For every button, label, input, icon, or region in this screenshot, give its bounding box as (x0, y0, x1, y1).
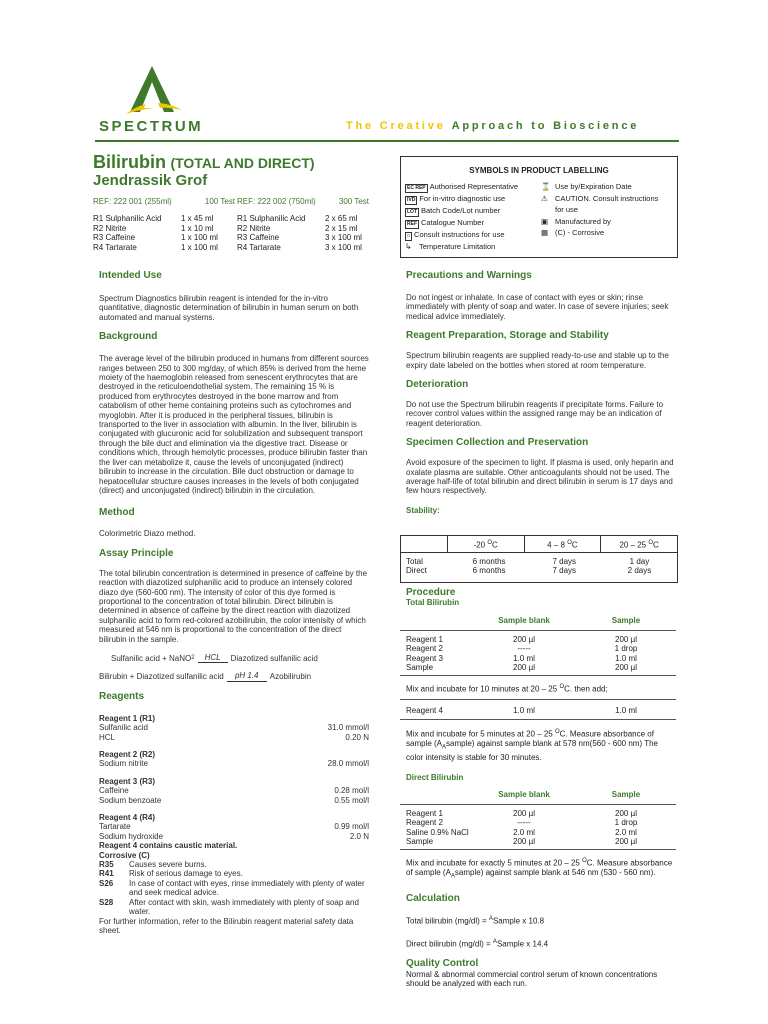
equation-1 (111, 653, 369, 663)
specimen-heading: Specimen Collection and Preservation (406, 437, 589, 449)
reagent-item: Sodium hydroxide (99, 831, 164, 841)
reagent-conc: 2.0 N (349, 831, 369, 841)
stability-col: 20 – 25 $^O$C (619, 539, 659, 550)
col-header: Sample (611, 790, 641, 800)
reagents-heading: Reagents (99, 690, 145, 702)
eq-catalyst: HCL (198, 653, 228, 663)
symbol-label: For in-vitro diagnostic use (419, 194, 506, 203)
method-heading: Method (99, 507, 135, 519)
kit-item: R3 Caffeine (237, 233, 280, 243)
total-bilirubin-heading: Total Bilirubin (406, 598, 460, 607)
symbol-label: for use (555, 205, 578, 214)
stability-cell: 7 days (552, 566, 577, 576)
proc-cell: 1.0 ml (513, 653, 535, 663)
corrosive-label: Corrosive (C) (99, 850, 150, 860)
reagent-note: Reagent 4 contains caustic material. (99, 841, 238, 851)
stability-cell: 7 days (552, 557, 577, 566)
title-main: Bilirubin (93, 152, 166, 172)
kit-ref: REF: 222 002 (750ml) (237, 197, 316, 206)
kit-1 (93, 197, 235, 252)
reagent-heading: Reagent 3 (R3) (99, 776, 156, 786)
proc-row-label: Reagent 3 (406, 653, 443, 663)
kit-item: R2 Nitrite (93, 223, 127, 233)
reagent-item: HCL (99, 732, 116, 742)
brand-name: SPECTRUM (99, 118, 204, 135)
stability-col: -20 $^O$C (448, 535, 525, 554)
kit-qty: 1 x 100 ml (181, 242, 218, 252)
kit-tests: 100 Test (204, 197, 235, 206)
quality-control-heading: Quality Control (406, 958, 479, 970)
stability-cell: 6 months (472, 557, 506, 566)
symbol-label: Catalogue Number (421, 218, 484, 227)
reagent-conc: 28.0 mmol/l (327, 759, 369, 769)
proc-cell: 2.0 ml (513, 827, 535, 837)
kit-2 (237, 197, 369, 252)
factory-icon: ▣ (541, 216, 549, 226)
stability-cell: 2 days (627, 566, 652, 576)
proc-cell: 1 drop (614, 818, 638, 828)
stability-heading: Stability: (406, 505, 440, 515)
proc-row-label: Reagent 4 (406, 705, 443, 715)
col-header: Sample (611, 616, 641, 626)
kit-qty: 1 x 45 ml (181, 214, 214, 224)
reagent-conc: 0.55 mol/l (334, 795, 369, 805)
intended-use-text: Spectrum Diagnostics bilirubin reagent is intended for the in-vitro quantitative, diagnostic determination of bilirubin in human serum on both automated and manual systems. (99, 294, 359, 322)
proc-cell: ----- (517, 818, 531, 828)
assay-text: The total bilirubin concentration is determined in presence of caffeine by the reaction with diazotized sulphanilic acid to produce an intensely colored diazo dye (560-600 nm). The intensity of color of this dye formed is proportional to the concentration of total bilirubin. Direct bilirubin is determined in absence of caffeine by the direct reaction with diazotized sulphanilic acid to form red-colored azobilirubin, the color intenisity of which measured at 546 nm is proportional to the concentration of the direct bilirubin in the sample. (99, 568, 368, 644)
header-rule (95, 140, 679, 142)
symbols-box (400, 156, 678, 258)
further-info: For further information, refer to the Bilirubin reagent material safety data sheet. (99, 916, 354, 935)
mix-instruction-3: Mix and incubate for exactly 5 minutes at 20 – 25 $^O$C. Measure absorbance of sample $(A_Asample)$ against sample blank at 546 nm (530 - 560 nm). (406, 857, 673, 880)
assay-heading: Assay Principle (99, 547, 174, 559)
proc-cell: 200 µl (513, 663, 535, 673)
symbol-label: CAUTION. Consult instructions (555, 193, 659, 203)
direct-bilirubin-heading: Direct Bilirubin (406, 772, 464, 782)
intended-use-heading: Intended Use (99, 270, 162, 281)
risk-code: R41 (99, 869, 114, 879)
lot-icon: LOT (407, 209, 417, 215)
kit-item: R2 Nitrite (237, 223, 271, 233)
eq-right: Diazotized sulfanilic acid (230, 653, 318, 663)
proc-row-label: Reagent 1 (406, 808, 443, 818)
kit-qty: 2 x 65 ml (325, 214, 358, 224)
proc-cell: 200 µl (513, 635, 535, 644)
proc-cell: 1.0 ml (513, 705, 535, 715)
risk-text: In case of contact with eyes, rinse immediately with plenty of water and seek medical advice. (129, 878, 365, 898)
proc-row-label: Reagent 1 (406, 635, 443, 644)
precautions-heading: Precautions and Warnings (406, 270, 532, 281)
mix-instruction-2: Mix and incubate for 5 minutes at 20 – 25 $^O$C. Measure absorbance of sample $(A_Asample)$ against sample blank at 578 nm(560 - 600 nm) The color intensity is stable for 30 minutes. (406, 729, 658, 763)
symbol-label: Use by/Expiration Date (555, 182, 632, 191)
proc-cell: ----- (517, 644, 531, 654)
reagent-item: Sodium nitrite (99, 759, 148, 769)
symbol-label: Manufactured by (555, 216, 611, 226)
risk-text: Risk of serious damage to eyes. (129, 869, 243, 879)
stability-col: 4 – 8 $^O$C (525, 535, 602, 554)
calculation-heading: Calculation (406, 892, 460, 904)
reagent-item: Caffeine (99, 786, 129, 796)
method-text: Colorimetric Diazo method. (99, 529, 196, 539)
kit-qty: 3 x 100 ml (325, 233, 362, 243)
page-title (93, 152, 315, 173)
reagent-item: Sodium benzoate (99, 795, 162, 805)
proc-row-label: Saline 0.9% NaCl (406, 827, 469, 837)
kit-item: R3 Caffeine (93, 233, 136, 243)
ref-icon: REF (407, 221, 417, 227)
kit-qty: 3 x 100 ml (325, 242, 362, 252)
kit-qty: 1 x 10 ml (181, 223, 214, 233)
preparation-text: Spectrum bilirubin reagents are supplied ready-to-use and stable up to the expiry date labeled on the bottles when stored at room temperature. (406, 351, 669, 370)
reagent-list (99, 714, 369, 936)
proc-cell: 200 µl (615, 635, 637, 644)
tagline (346, 120, 639, 132)
deterioration-text: Do not use the Spectrum bilirubin reagents if precipitate forms. Failure to recover control values within the assigned range may be an indication of reagent deterioration. (406, 400, 664, 428)
total-procedure-table (400, 612, 676, 988)
calc-direct: Direct bilirubin (mg/dl) = $^A$Sample x 14.4 (406, 939, 549, 949)
deterioration-heading: Deterioration (406, 379, 469, 391)
reagent-conc: 0.99 mol/l (334, 822, 369, 832)
tagline-pre: The Creative (346, 120, 446, 132)
symbol-label: Consult instructions for use (414, 230, 505, 239)
reagent-heading: Reagent 4 (R4) (99, 813, 156, 823)
tagline-post: Approach to Bioscience (451, 120, 640, 132)
ec-rep-icon: EC REP (407, 185, 426, 191)
symbol-label: Temperature Limitation (419, 242, 496, 251)
stability-cell: 6 months (472, 566, 506, 576)
stability-row-label: Direct (406, 566, 427, 576)
reagent-item: Tartarate (99, 822, 131, 832)
procedure-heading: Procedure (406, 587, 456, 598)
kit-item: R1 Sulphanilic Acid (237, 214, 306, 224)
col-header: Sample blank (498, 790, 550, 800)
reagent-heading: Reagent 2 (R2) (99, 750, 156, 759)
stability-table (400, 535, 678, 583)
stability-row-label: Total (406, 557, 423, 566)
proc-cell: 200 µl (615, 663, 637, 673)
risk-code: R35 (99, 860, 114, 870)
proc-cell: 1.0 ml (615, 705, 637, 715)
logo (120, 64, 220, 120)
reagent-heading: Reagent 1 (R1) (99, 713, 156, 723)
background-heading: Background (99, 331, 158, 343)
kit-item: R4 Tartarate (93, 242, 137, 252)
symbols-title: SYMBOLS IN PRODUCT LABELLING (469, 166, 609, 175)
risk-code: S28 (99, 897, 114, 907)
proc-cell: 200 µl (513, 808, 535, 818)
risk-text: After contact with skin, wash immediately with plenty of soap and water. (129, 897, 359, 917)
corrosive-icon: ▦ (541, 228, 549, 237)
mix-instruction-1: Mix and incubate for 10 minutes at 20 – 25 $^O$C. then add; (400, 676, 676, 700)
reagent-conc: 0.28 mol/l (334, 786, 369, 796)
title-paren: (TOTAL AND DIRECT) (170, 155, 315, 171)
kit-tests: 300 Test (338, 197, 369, 206)
proc-cell: 1.0 ml (615, 653, 637, 663)
proc-cell: 1 drop (614, 644, 638, 654)
spectrum-logo-icon (120, 64, 220, 120)
caution-icon: ⚠ (541, 193, 548, 203)
kit-item: R4 Tartarate (237, 242, 281, 252)
proc-row-label: Sample (406, 663, 434, 673)
eq-sub: 2 (191, 654, 195, 661)
background-text: The average level of the bilirubin produced in humans from different sources ranges between 250 to 300 mg/day, of which 85% is derived from the heme moiety of the haemoglobin released from senescent erythrocytes that are destroyed in the reticuloendothelial system. The remaining 15 % is produced from erythrocytes destroyed in the bone marrow and from catabolism of other heme containing proteins such as cytochromes and myoglobin. After it is produced in the peripheral tissues, bilirubin is transported to the liver in association with albumin. In the liver, bilirubin is conjugated with glucuronic acid for solubilization and subsequent transport through the bile duct and elimination via the digestive tract. Disease or conditions which, through hemolytic processes, produce bilirubin faster than the liver can metabolize it, cause the levels of unconjugated (indirect) bilirubin to increase in the circulation. Bile duct obstruction or damage to hepatocellular structure causes increases in the levels of both conjugated (direct) and unconjugated (indirect) bilirubin in the circulation. (99, 354, 369, 495)
title-sub: Jendrassik Grof (93, 172, 208, 189)
eq-right: Azobilirubin (269, 672, 312, 682)
proc-row-label: Sample (406, 837, 434, 847)
book-icon: □ (407, 233, 411, 239)
kit-qty: 1 x 100 ml (181, 233, 218, 243)
kit-qty: 2 x 15 ml (325, 223, 358, 233)
proc-cell: 2.0 ml (615, 827, 637, 837)
quality-control-text: Normal & abnormal commercial control serum of known concentrations should be analyzed with each run. (406, 969, 658, 988)
kit-ref: REF: 222 001 (255ml) (93, 197, 172, 206)
hourglass-icon: ⌛ (541, 182, 551, 191)
calc-total: Total bilirubin (mg/dl) = $^A$Sample x 10.8 (406, 916, 545, 926)
symbol-label: Batch Code/Lot number (421, 206, 501, 215)
risk-text: Causes severe burns. (129, 860, 207, 870)
eq-catalyst: pH 1.4 (227, 671, 267, 681)
eq-left: Sulfanilic acid + NaNO (111, 653, 192, 663)
proc-cell: 200 µl (513, 837, 535, 847)
reagent-conc: 31.0 mmol/l (327, 723, 369, 733)
specimen-text: Avoid exposure of the specimen to light. If plasma is used, only heparin and oxalate plasma are suitable. Other anticoagulants should not be used. The average half-life of total bilirubin and direct bilirubin in serum is 17 days and few hours respectively. (406, 458, 674, 496)
proc-row-label: Reagent 2 (406, 644, 443, 654)
reagent-conc: 0.20 N (345, 732, 369, 742)
risk-code: S26 (99, 878, 114, 888)
kit-item: R1 Sulphanilic Acid (93, 214, 162, 224)
eq-left: Bilirubin + Diazotized sulfanilic acid (99, 672, 224, 682)
equation-2 (99, 671, 369, 681)
proc-cell: 200 µl (615, 808, 637, 818)
proc-row-label: Reagent 2 (406, 818, 443, 828)
proc-cell: 200 µl (615, 837, 637, 847)
col-header: Sample blank (498, 616, 550, 626)
stability-cell: 1 day (629, 557, 650, 566)
ivd-icon: IVD (407, 197, 416, 203)
reagent-item: Sulfanilic acid (99, 723, 148, 733)
symbol-label: Authorised Representative (429, 182, 519, 191)
preparation-heading: Reagent Preparation, Storage and Stability (406, 330, 609, 342)
symbol-label: (C) - Corrosive (555, 228, 605, 237)
precautions-text: Do not ingest or inhalate. In case of contact with eyes or skin; rinse immediately with plenty of soap and water. In case of severe injuries; seek medical advice immediately. (406, 293, 669, 321)
thermometer-icon: ↳ (405, 242, 412, 251)
